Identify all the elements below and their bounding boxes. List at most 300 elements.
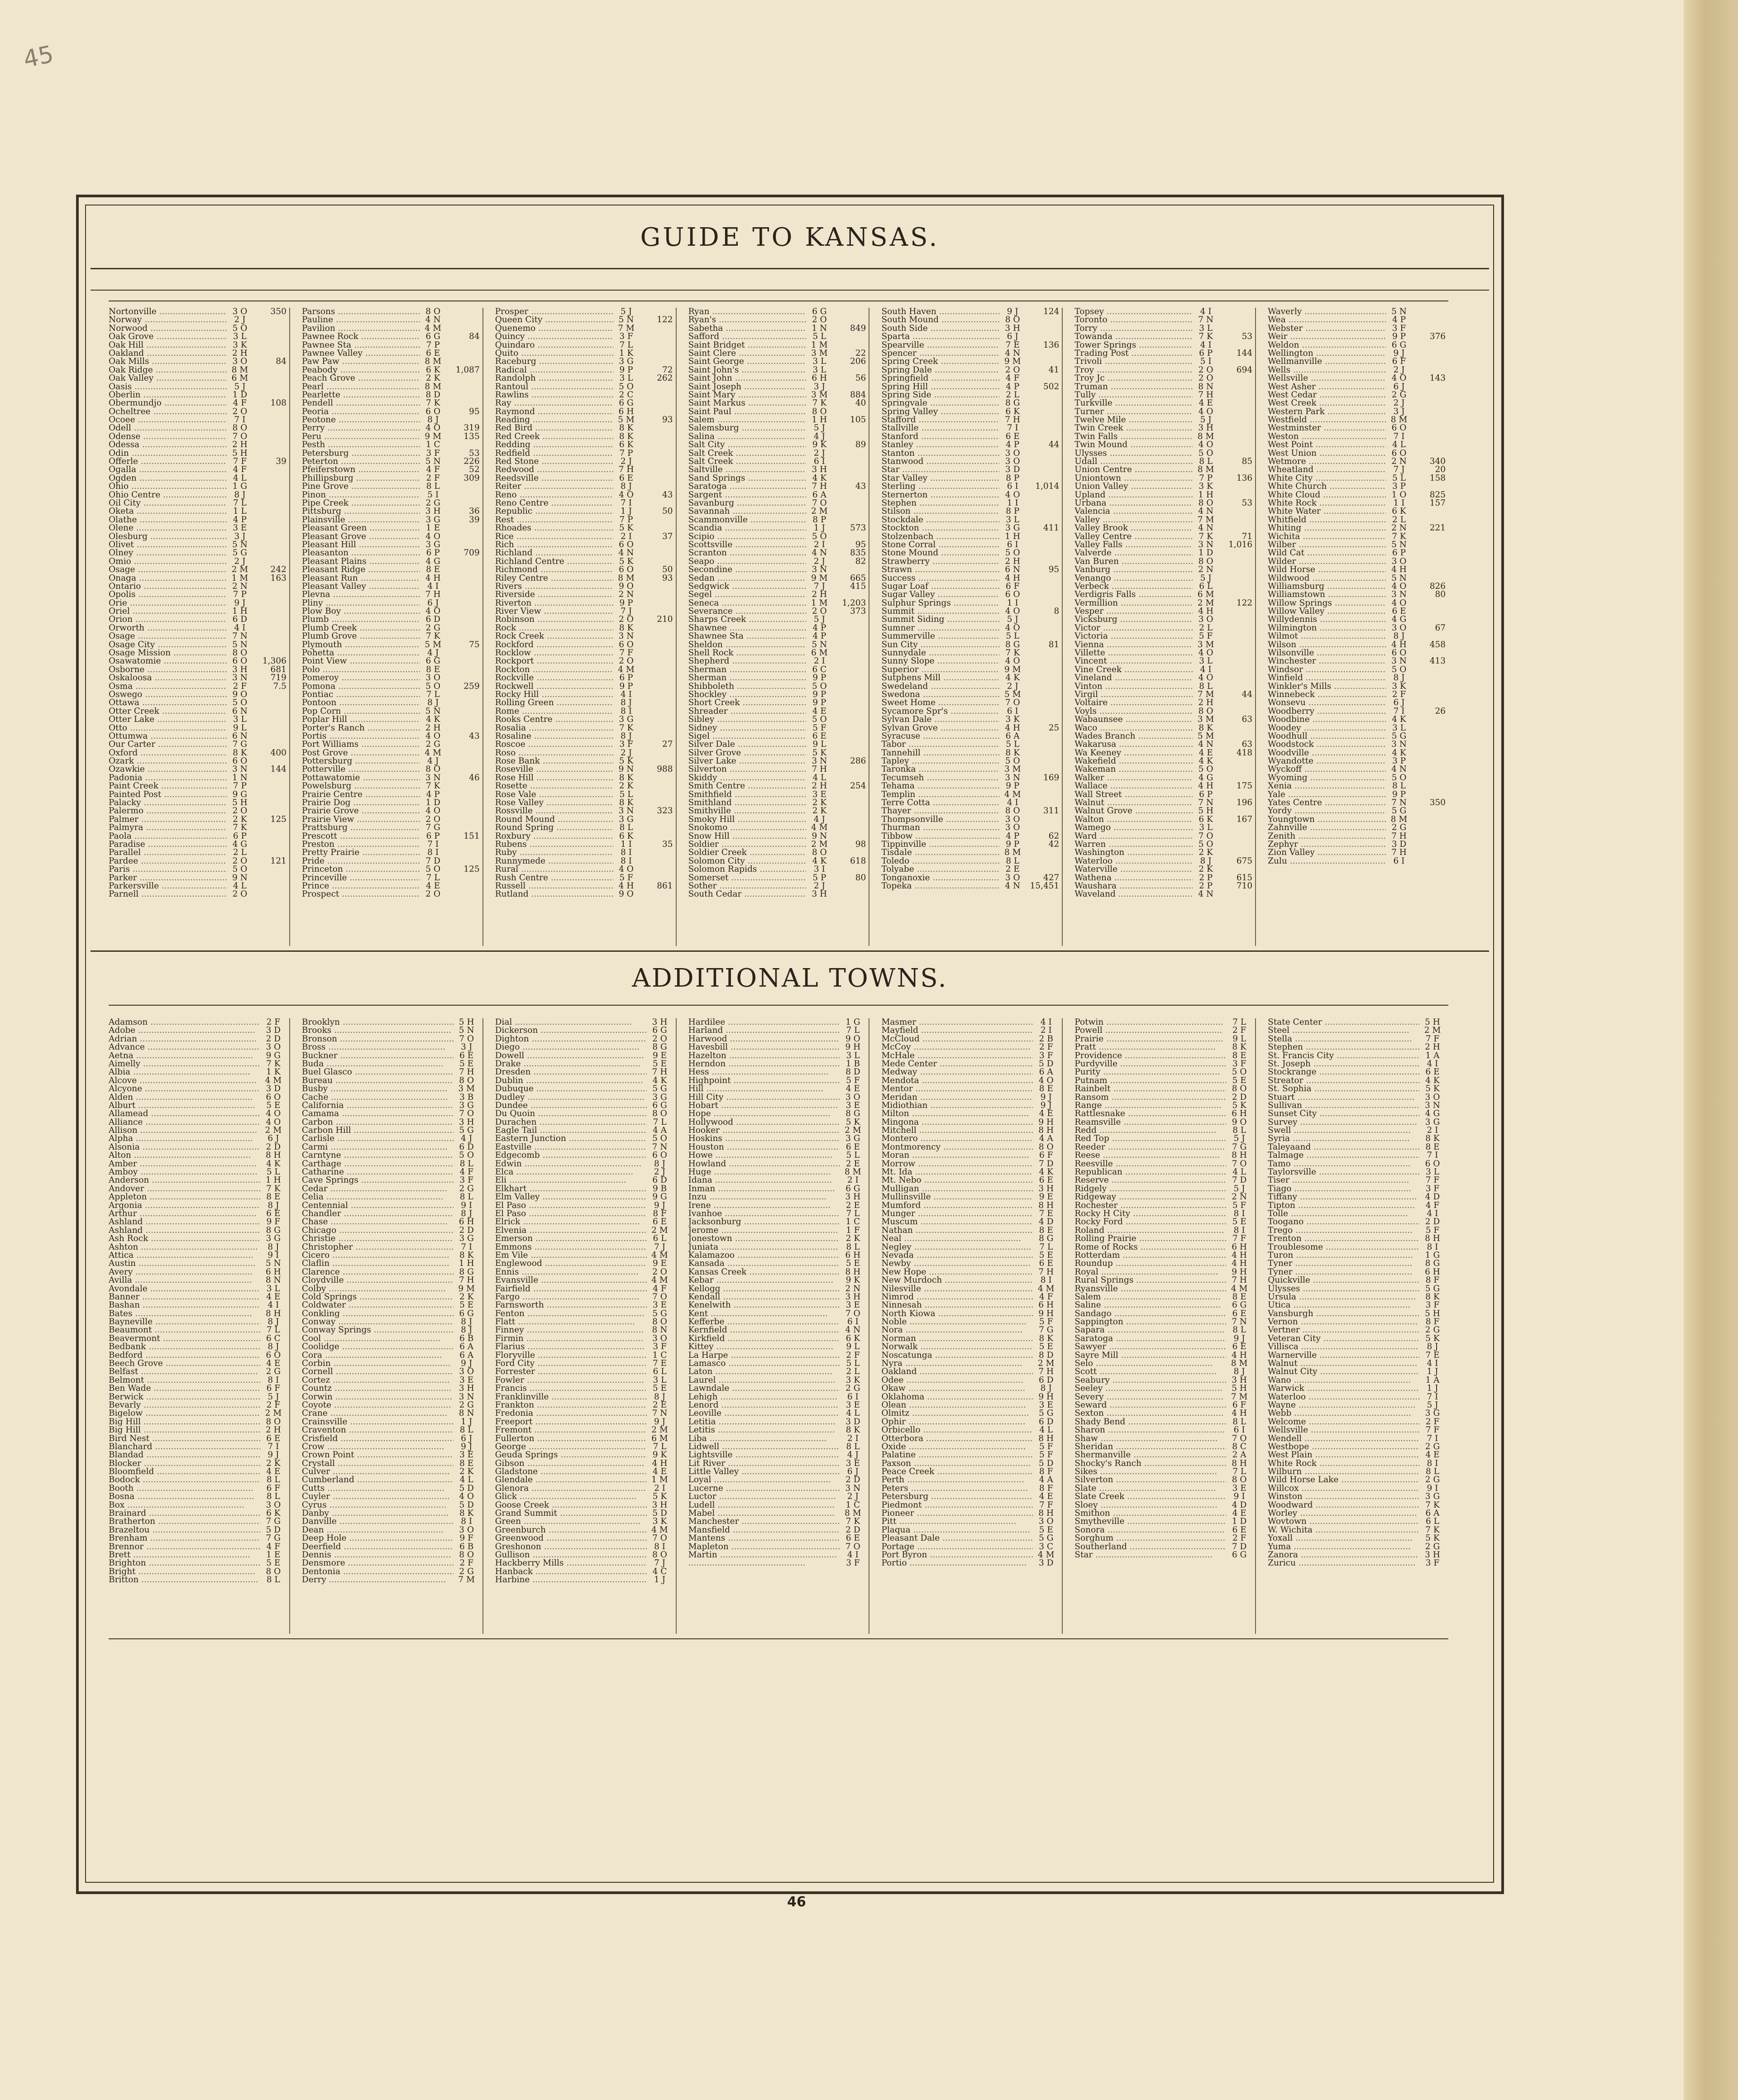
town-name: Porter's Ranch ..... (302, 724, 420, 732)
town-name: Carbon Hill ..... (302, 1126, 454, 1135)
town-name: Deerfield ..... (302, 1543, 454, 1551)
town-row (302, 1085, 480, 1093)
map-grid-ref: 4 H (1232, 1250, 1247, 1260)
town-name: Little Valley ..... (688, 1468, 840, 1476)
map-grid-ref: 6 K (1392, 506, 1406, 516)
town-name: Windsor ..... (1268, 666, 1386, 674)
map-grid-ref: 1 C (845, 1500, 860, 1510)
town-row (495, 1260, 673, 1268)
town-name: Nora ..... (881, 1326, 1033, 1334)
town-row (302, 1376, 480, 1384)
additional-rule-top (109, 1005, 1448, 1006)
town-row (1074, 791, 1252, 799)
town-row (1074, 1293, 1252, 1301)
town-row (1268, 1526, 1446, 1534)
map-grid-ref: 7 O (652, 1533, 667, 1543)
town-row (1268, 1268, 1446, 1276)
town-name: Veteran City ..... (1268, 1335, 1419, 1343)
town-row (1268, 566, 1446, 574)
town-column (109, 308, 290, 946)
town-name: Potwin ..... (1074, 1018, 1226, 1026)
town-name: Rock Creek ..... (495, 632, 613, 640)
town-name: Wilmington ..... (1268, 624, 1386, 632)
town-row (1268, 765, 1446, 773)
town-name: Odessa ..... (109, 441, 227, 449)
population (446, 441, 480, 449)
town-row (302, 391, 480, 399)
town-row (1074, 807, 1252, 815)
town-row (881, 699, 1059, 707)
town-name: Sugar Loaf ..... (881, 582, 999, 591)
town-name: Firmin ..... (495, 1335, 647, 1343)
town-name: South Haven ..... (881, 308, 999, 316)
town-name: Culver ..... (302, 1468, 454, 1476)
town-name: Taleyaand ..... (1268, 1143, 1419, 1151)
map-grid-ref: 3 H (1038, 1184, 1054, 1193)
population: 286 (850, 756, 866, 766)
town-row (1268, 1043, 1446, 1051)
map-grid-ref: 4 J (427, 648, 439, 658)
town-name: Pavilion ..... (302, 325, 420, 333)
town-name: Dublin ..... (495, 1077, 647, 1085)
population (1026, 757, 1059, 765)
map-grid-ref: 2 E (845, 1200, 860, 1210)
population (640, 774, 673, 782)
town-name: Verdigris Falls ..... (1074, 591, 1193, 599)
town-row (1268, 558, 1446, 566)
town-name: La Harpe ..... (688, 1351, 840, 1360)
town-row (881, 1060, 1059, 1068)
town-name: Richland ..... (495, 549, 613, 557)
map-grid-ref: 6 L (1199, 581, 1213, 591)
town-name: Cicero ..... (302, 1251, 454, 1260)
population (253, 416, 286, 424)
town-row (109, 1093, 286, 1102)
town-name: Pratt ..... (1074, 1043, 1226, 1051)
town-row (302, 674, 480, 682)
town-row (881, 1043, 1059, 1051)
town-name: Orworth ..... (109, 624, 227, 632)
town-name: Prairie Dog ..... (302, 799, 420, 807)
town-name: Woodbine ..... (1268, 716, 1386, 724)
map-grid-ref: 4 E (845, 1084, 860, 1094)
population (1412, 765, 1446, 773)
population (1412, 666, 1446, 674)
town-name: Success ..... (881, 574, 999, 582)
map-grid-ref: 7 J (621, 606, 632, 616)
town-name: Saltville ..... (688, 466, 807, 474)
town-row (1268, 1143, 1446, 1151)
town-name: Ozark ..... (109, 757, 227, 765)
town-row (881, 1160, 1059, 1168)
town-row (1268, 666, 1446, 674)
town-row (881, 1401, 1059, 1409)
town-row (302, 449, 480, 458)
map-grid-ref: 4 H (425, 573, 441, 583)
town-row (881, 1052, 1059, 1060)
map-grid-ref: 3 H (425, 506, 441, 516)
town-name: Mendota ..... (881, 1077, 1033, 1085)
town-row (495, 325, 673, 333)
town-row (495, 1484, 673, 1493)
town-row (302, 566, 480, 574)
map-grid-ref: 6 A (459, 1350, 474, 1360)
town-row (1268, 341, 1446, 349)
town-name: Syria ..... (1268, 1135, 1419, 1143)
town-row (302, 408, 480, 416)
population (640, 657, 673, 665)
town-row (688, 1035, 866, 1043)
map-grid-ref: 7 K (1425, 1525, 1440, 1535)
map-grid-ref: 2 N (1198, 565, 1214, 575)
town-row (688, 1360, 866, 1368)
town-row (109, 1168, 286, 1176)
town-name: Ohio Centre ..... (109, 491, 227, 499)
map-grid-ref: 3 G (619, 814, 634, 824)
town-name: Sexton ..... (1074, 1409, 1226, 1418)
town-name: Survey ..... (1268, 1118, 1419, 1126)
town-name: Big Hill ..... (109, 1426, 260, 1434)
town-row (109, 549, 286, 557)
town-name: Leoville ..... (688, 1409, 840, 1418)
population (1219, 865, 1252, 873)
map-grid-ref: 8 K (619, 623, 634, 633)
town-row (495, 666, 673, 674)
map-grid-ref: 5 M (618, 415, 635, 425)
town-name: Vine Creek ..... (1074, 666, 1193, 674)
town-name: Sumner ..... (881, 624, 999, 632)
town-row (495, 1276, 673, 1284)
town-name: Pendell ..... (302, 399, 420, 407)
town-row (1074, 599, 1252, 607)
town-row (495, 424, 673, 432)
map-grid-ref: 6 O (425, 406, 441, 416)
map-grid-ref: 4 G (425, 556, 440, 566)
map-grid-ref: 3 L (1426, 1167, 1439, 1177)
town-name: Palmer ..... (109, 816, 227, 824)
town-row (1268, 366, 1446, 374)
map-grid-ref: 4 O (266, 1109, 281, 1119)
town-name: Kefferbe ..... (688, 1318, 840, 1326)
town-row (495, 358, 673, 366)
town-name: Rockport ..... (495, 657, 613, 665)
town-row (881, 349, 1059, 358)
population (640, 824, 673, 832)
town-name: Buel Glasco ..... (302, 1068, 454, 1076)
map-grid-ref: 8 H (1232, 1150, 1247, 1160)
map-grid-ref: 6 K (425, 365, 440, 375)
population: 125 (463, 864, 480, 874)
town-row (302, 1168, 480, 1176)
map-grid-ref: 7 O (1232, 1159, 1247, 1169)
map-grid-ref: 2 G (425, 498, 440, 508)
town-row (1268, 624, 1446, 632)
map-grid-ref: 7 E (1039, 1208, 1053, 1218)
map-grid-ref: 4 M (425, 323, 442, 333)
population (832, 499, 866, 507)
town-row (688, 641, 866, 649)
town-name: Ogden ..... (109, 474, 227, 482)
town-row (881, 1384, 1059, 1393)
population (640, 691, 673, 699)
town-name: Odell ..... (109, 424, 227, 432)
population (640, 816, 673, 824)
map-grid-ref: 5 J (1233, 1184, 1245, 1193)
town-name: Wall Street ..... (1074, 791, 1193, 799)
map-grid-ref: 2 A (1232, 1450, 1246, 1460)
population (640, 391, 673, 399)
town-row (109, 1102, 286, 1110)
town-row (1074, 1360, 1252, 1368)
town-row (302, 1077, 480, 1085)
map-grid-ref: 8 L (619, 823, 633, 833)
map-grid-ref: 7 F (619, 648, 633, 658)
population (253, 533, 286, 541)
map-grid-ref: 8 K (619, 423, 634, 433)
town-name: Potterville ..... (302, 765, 420, 773)
town-row (688, 599, 866, 607)
population: 849 (850, 323, 866, 333)
town-row (688, 649, 866, 657)
population: 95 (469, 406, 480, 416)
map-grid-ref: 2 K (233, 814, 247, 824)
town-name: Albia ..... (109, 1068, 260, 1076)
town-row (688, 1368, 866, 1376)
map-grid-ref: 8 G (1005, 640, 1020, 649)
town-name: Wabaunsee ..... (1074, 716, 1193, 724)
population (253, 740, 286, 749)
town-name: Westbope ..... (1268, 1443, 1419, 1451)
town-row (1268, 1060, 1446, 1068)
town-row (881, 1126, 1059, 1135)
map-grid-ref: 2 F (1425, 1417, 1440, 1427)
town-name: Smithfield ..... (688, 791, 807, 799)
town-row (688, 1126, 866, 1135)
map-grid-ref: 6 B (459, 1542, 474, 1551)
town-name: Union Valley ..... (1074, 482, 1193, 491)
population (446, 882, 480, 890)
population: 35 (662, 840, 673, 849)
town-name: Rome of Rocks ..... (1074, 1243, 1226, 1251)
town-row (1268, 449, 1446, 458)
town-row (881, 1301, 1059, 1309)
map-grid-ref: 6 P (426, 548, 440, 558)
population (1412, 383, 1446, 391)
town-row (688, 349, 866, 358)
town-name: Juniata ..... (688, 1243, 840, 1251)
map-grid-ref: 7 K (266, 1059, 281, 1069)
town-name: Greshonon ..... (495, 1543, 647, 1551)
town-row (302, 1151, 480, 1160)
town-row (688, 716, 866, 724)
population: 340 (1429, 457, 1446, 467)
map-grid-ref: 3 L (1392, 723, 1406, 733)
town-row (302, 699, 480, 707)
population (253, 499, 286, 507)
town-name: Westfield ..... (1268, 416, 1386, 424)
map-grid-ref: 2 N (232, 581, 248, 591)
town-name: Bodock ..... (109, 1476, 260, 1484)
population (253, 383, 286, 391)
town-name: Valley Falls ..... (1074, 541, 1193, 549)
town-name: Wendell ..... (1268, 1435, 1419, 1443)
map-grid-ref: 1 E (426, 523, 440, 533)
map-grid-ref: 6 H (845, 1250, 861, 1260)
population (253, 491, 286, 499)
town-name: Densmore ..... (302, 1559, 454, 1567)
map-grid-ref: 2 I (813, 539, 825, 549)
town-row (688, 1468, 866, 1476)
population (1026, 666, 1059, 674)
town-row (881, 1435, 1059, 1443)
town-row (495, 1426, 673, 1434)
map-grid-ref: 4 H (1232, 1408, 1247, 1418)
town-row (495, 774, 673, 782)
town-name: Diego ..... (495, 1043, 647, 1051)
town-name: Troy Jc ..... (1074, 374, 1193, 382)
map-grid-ref: 3 O (232, 357, 248, 367)
town-name: Wakarusa ..... (1074, 740, 1193, 749)
town-name: Topsey ..... (1074, 308, 1193, 316)
town-name: Willydennis ..... (1268, 616, 1386, 624)
map-grid-ref: 9 F (266, 1217, 281, 1227)
town-row (302, 732, 480, 740)
town-row (881, 616, 1059, 624)
town-name: Wilson ..... (1268, 641, 1386, 649)
map-grid-ref: 1 D (1232, 1517, 1247, 1527)
town-row (1074, 1443, 1252, 1451)
town-row (302, 507, 480, 515)
town-name: Silverton ..... (1074, 1476, 1226, 1484)
town-name: Sharon ..... (1074, 1426, 1226, 1434)
town-row (881, 383, 1059, 391)
town-row (688, 1401, 866, 1409)
town-row (881, 691, 1059, 699)
population (446, 749, 480, 757)
map-grid-ref: 9 N (232, 873, 248, 883)
town-name: Dubuque ..... (495, 1085, 647, 1093)
map-grid-ref: 4 K (1392, 715, 1406, 725)
town-row (109, 1493, 286, 1501)
town-row (688, 607, 866, 616)
town-row (881, 632, 1059, 640)
town-row (302, 1443, 480, 1451)
town-name: Princeville ..... (302, 874, 420, 882)
town-name: Rockton ..... (495, 666, 613, 674)
town-row (1074, 499, 1252, 507)
town-row (881, 1202, 1059, 1210)
town-name: Hooker ..... (688, 1126, 840, 1135)
town-name: Rhoades ..... (495, 524, 613, 532)
population (1412, 316, 1446, 324)
map-grid-ref: 7 I (1427, 1150, 1438, 1160)
map-grid-ref: 4 P (233, 515, 247, 525)
town-name: Sheldon ..... (688, 641, 807, 649)
town-name: Kittey ..... (688, 1343, 840, 1351)
town-name: Point View ..... (302, 657, 420, 665)
map-grid-ref: 5 N (425, 457, 441, 467)
town-name: Drake ..... (495, 1060, 647, 1068)
map-grid-ref: 4 E (812, 706, 827, 716)
map-grid-ref: 4 I (1200, 340, 1212, 350)
map-grid-ref: 7 G (232, 740, 248, 749)
population (1219, 674, 1252, 682)
map-grid-ref: 4 H (1005, 723, 1021, 733)
town-name: Avilla ..... (109, 1276, 260, 1284)
town-row (881, 374, 1059, 382)
town-row (1268, 599, 1446, 607)
map-grid-ref: 7 H (458, 1067, 474, 1077)
town-row (495, 857, 673, 865)
town-name: Brooklyn ..... (302, 1018, 454, 1026)
town-name: Richmond ..... (495, 566, 613, 574)
town-row (109, 882, 286, 890)
town-name: Stockrange ..... (1268, 1068, 1419, 1076)
population (1412, 507, 1446, 515)
town-row (109, 1176, 286, 1184)
town-row (109, 358, 286, 366)
town-row (495, 632, 673, 640)
town-row (302, 1543, 480, 1551)
town-name: Poplar Hill ..... (302, 716, 420, 724)
town-row (1074, 1351, 1252, 1360)
population: 206 (850, 357, 866, 367)
map-grid-ref: 6 K (266, 1508, 281, 1518)
town-name: Weston ..... (1268, 433, 1386, 441)
map-grid-ref: 8 G (1425, 1259, 1440, 1269)
town-row (109, 399, 286, 407)
map-grid-ref: 4 H (1198, 606, 1214, 616)
map-grid-ref: 5 E (653, 1384, 667, 1394)
town-row (1074, 674, 1252, 682)
map-grid-ref: 2 K (266, 1458, 281, 1468)
town-name: Quenemo ..... (495, 325, 613, 333)
map-grid-ref: 3 K (652, 1517, 667, 1527)
town-name: Appleton ..... (109, 1193, 260, 1201)
map-grid-ref: 3 D (1005, 465, 1020, 475)
town-row (1074, 874, 1252, 882)
map-grid-ref: 8 J (234, 490, 246, 500)
population: 93 (662, 573, 673, 583)
map-grid-ref: 7 N (1391, 798, 1407, 808)
town-row (1268, 816, 1446, 824)
town-name: Goose Creek ..... (495, 1501, 647, 1509)
town-column (109, 1018, 290, 1634)
town-name: Palermo ..... (109, 807, 227, 815)
population: 15,451 (1030, 881, 1060, 891)
town-row (1074, 732, 1252, 740)
population (832, 657, 866, 665)
map-grid-ref: 2 M (651, 1425, 668, 1435)
town-row (302, 1210, 480, 1218)
map-grid-ref: 2 H (1005, 556, 1021, 566)
town-name: Red Creek ..... (495, 433, 613, 441)
town-row (109, 1401, 286, 1409)
town-name: Pleasant Valley ..... (302, 582, 420, 591)
town-row (109, 1393, 286, 1401)
town-row (1268, 682, 1446, 691)
town-row (302, 1568, 480, 1576)
town-name: West Cedar ..... (1268, 391, 1386, 399)
town-name: Palmyra ..... (109, 824, 227, 832)
town-row (1268, 1227, 1446, 1235)
town-row (688, 1093, 866, 1102)
town-row (881, 1168, 1059, 1176)
town-row (495, 607, 673, 616)
population: 884 (850, 390, 866, 400)
map-grid-ref: 8 E (1232, 1292, 1246, 1302)
population (446, 799, 480, 807)
